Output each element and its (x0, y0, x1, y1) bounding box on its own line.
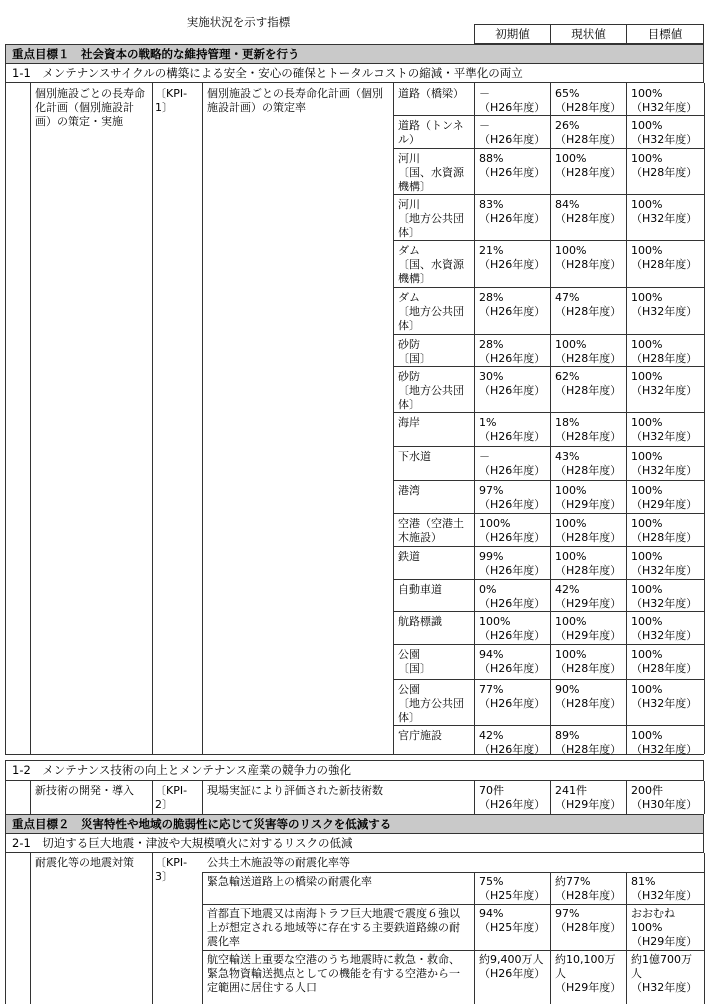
kpi1-row-name: 鉄道 (398, 550, 420, 563)
goal1-band: 重点目標１ 社会資本の戦略的な維持管理・更新を行う (5, 44, 704, 64)
kpi2-code: 〔KPI-2〕 (155, 784, 188, 811)
kpi1-row-name: 砂防 〔国〕 (398, 338, 431, 365)
kpi1-row-target: 100% （H32年度） (631, 615, 698, 642)
kpi1-row-target: 100% （H29年度） (631, 484, 698, 511)
kpi1-row-name: 公園 〔国〕 (398, 648, 431, 675)
kpi1-row-name: ダム 〔地方公共団体〕 (398, 291, 464, 332)
kpi3-row-name: 首都直下地震又は南海トラフ巨大地震で震度６強以上が想定される地域等に存在する主要鉄道路線の耐震化率 (207, 907, 460, 948)
kpi1-row-target: 100% （H28年度） (631, 517, 698, 544)
kpi1-row-target: 100% （H28年度） (631, 244, 698, 271)
header-current: 現状値 (550, 24, 627, 44)
kpi1-row-target: 100% （H28年度） (631, 152, 698, 179)
kpi2-text: 現場実証により評価された新技術数 (207, 784, 383, 797)
kpi1-row-name: 港湾 (398, 484, 420, 497)
kpi1-row-target: 100% （H32年度） (631, 291, 698, 318)
kpi3-row-current: 約77% （H28年度） (555, 875, 622, 902)
kpi1-row-current: 65% （H28年度） (555, 87, 622, 114)
kpi1-row-target: 100% （H28年度） (631, 338, 698, 365)
kpi3-row-name: 緊急輸送道路上の橋梁の耐震化率 (207, 875, 372, 888)
kpi1-row-name: ダム 〔国、水資源機構〕 (398, 244, 464, 285)
kpi1-row-current: 62% （H28年度） (555, 370, 622, 397)
kpi1-row-current: 90% （H28年度） (555, 683, 622, 710)
kpi1-row-name: 航路標識 (398, 615, 442, 628)
kpi1-row-current: 100% （H28年度） (555, 244, 622, 271)
kpi1-row-current: 100% （H29年度） (555, 615, 622, 642)
kpi1-row-name: 河川 〔国、水資源機構〕 (398, 152, 464, 193)
kpi1-row-name: 空港（空港土木施設） (398, 517, 464, 544)
kpi1-row-target: 100% （H32年度） (631, 87, 698, 114)
measure-kpi3: 耐震化等の地震対策 (35, 856, 134, 869)
section-1-1: 1-1 メンテナンスサイクルの構築による安全・安心の確保とトータルコストの縮減・平準化の両立 (5, 63, 704, 83)
kpi1-row-target: 100% （H32年度） (631, 550, 698, 577)
kpi3-row-current: 約10,100万人 （H29年度） (555, 953, 622, 994)
kpi1-row-initial: 30% （H26年度） (479, 370, 546, 397)
kpi1-row-initial: 0% （H26年度） (479, 583, 546, 610)
kpi2-current: 241件 （H29年度） (555, 784, 622, 811)
section-1-2: 1-2 メンテナンス技術の向上とメンテナンス産業の競争力の強化 (5, 760, 704, 781)
kpi1-row-current: 100% （H28年度） (555, 550, 622, 577)
kpi1-row-initial: 83% （H26年度） (479, 198, 546, 225)
kpi2-target: 200件 （H30年度） (631, 784, 698, 811)
kpi1-row-current: 100% （H28年度） (555, 338, 622, 365)
kpi1-row-initial: 42% （H26年度） (479, 729, 546, 756)
kpi3-row-name: 航空輸送上重要な空港のうち地震時に救急・救命、緊急物資輸送拠点としての機能を有する空港から一定範囲に居住する人口 (207, 953, 460, 994)
kpi1-row-initial: 100% （H26年度） (479, 615, 546, 642)
kpi1-row-current: 18% （H28年度） (555, 416, 622, 443)
kpi1-row-name: 公園 〔地方公共団体〕 (398, 683, 464, 724)
kpi1-text: 個別施設ごとの長寿命化計画（個別施設計画）の策定率 (207, 87, 383, 114)
kpi1-row-current: 43% （H28年度） (555, 450, 622, 477)
measure-kpi2: 新技術の開発・導入 (35, 784, 134, 797)
kpi3-row-initial: 94% （H25年度） (479, 907, 546, 934)
header-initial: 初期値 (474, 24, 551, 44)
kpi1-row-initial: 1% （H26年度） (479, 416, 546, 443)
kpi1-row-name: 下水道 (398, 450, 431, 463)
header-target: 目標値 (626, 24, 704, 44)
kpi1-row-name: 道路（トンネル） (398, 119, 464, 146)
kpi1-row-initial: 77% （H26年度） (479, 683, 546, 710)
kpi1-row-initial: 88% （H26年度） (479, 152, 546, 179)
kpi1-row-target: 100% （H32年度） (631, 119, 698, 146)
kpi1-row-target: 100% （H32年度） (631, 583, 698, 610)
kpi1-row-initial: 28% （H26年度） (479, 291, 546, 318)
kpi1-row-initial: 28% （H26年度） (479, 338, 546, 365)
kpi3-row-target: 約1億700万人 （H32年度） (631, 953, 698, 994)
kpi1-row-name: 砂防 〔地方公共団体〕 (398, 370, 464, 411)
kpi1-code: 〔KPI-1〕 (155, 87, 188, 114)
measure-kpi1: 個別施設ごとの長寿命化計画（個別施設計画）の策定・実施 (35, 87, 145, 128)
kpi1-row-current: 42% （H29年度） (555, 583, 622, 610)
kpi1-row-current: 47% （H28年度） (555, 291, 622, 318)
kpi1-row-target: 100% （H28年度） (631, 648, 698, 675)
kpi1-row-initial: － （H26年度） (479, 119, 546, 146)
section-2-1: 2-1 切迫する巨大地震・津波や大規模噴火に対するリスクの低減 (5, 833, 704, 853)
kpi1-row-target: 100% （H32年度） (631, 683, 698, 710)
kpi1-row-initial: 21% （H26年度） (479, 244, 546, 271)
kpi1-row-initial: 97% （H26年度） (479, 484, 546, 511)
kpi1-row-target: 100% （H32年度） (631, 729, 698, 756)
kpi3-text: 公共土木施設等の耐震化率等 (207, 856, 350, 869)
kpi1-row-initial: － （H26年度） (479, 87, 546, 114)
header-indicator: 実施状況を示す指標 (186, 15, 291, 29)
kpi1-row-current: 89% （H28年度） (555, 729, 622, 756)
kpi1-row-current: 100% （H28年度） (555, 152, 622, 179)
kpi1-row-current: 100% （H29年度） (555, 484, 622, 511)
kpi1-row-target: 100% （H32年度） (631, 416, 698, 443)
kpi1-row-initial: 99% （H26年度） (479, 550, 546, 577)
kpi1-row-name: 河川 〔地方公共団体〕 (398, 198, 464, 239)
kpi3-row-target: 81% （H32年度） (631, 875, 698, 902)
kpi1-row-target: 100% （H32年度） (631, 198, 698, 225)
kpi1-row-name: 官庁施設 (398, 729, 442, 742)
kpi3-row-initial: 75% （H25年度） (479, 875, 546, 902)
kpi1-row-name: 海岸 (398, 416, 420, 429)
kpi3-row-target: おおむね 100% （H29年度） (631, 907, 698, 948)
goal2-band: 重点目標２ 災害特性や地域の脆弱性に応じて災害等のリスクを低減する (5, 814, 704, 834)
kpi1-row-name: 道路（橋梁） (398, 87, 464, 100)
kpi1-row-current: 100% （H28年度） (555, 648, 622, 675)
kpi1-row-target: 100% （H32年度） (631, 370, 698, 397)
kpi3-row-current: 97% （H28年度） (555, 907, 622, 934)
kpi1-row-initial: － （H26年度） (479, 450, 546, 477)
kpi2-initial: 70件 （H26年度） (479, 784, 546, 811)
kpi3-row-initial: 約9,400万人 （H26年度） (479, 953, 546, 980)
kpi1-row-current: 100% （H28年度） (555, 517, 622, 544)
kpi1-row-initial: 94% （H26年度） (479, 648, 546, 675)
kpi3-code: 〔KPI-3〕 (155, 856, 188, 883)
kpi1-row-target: 100% （H32年度） (631, 450, 698, 477)
kpi1-row-initial: 100% （H26年度） (479, 517, 546, 544)
kpi1-row-name: 自動車道 (398, 583, 442, 596)
kpi1-row-current: 84% （H28年度） (555, 198, 622, 225)
kpi1-row-current: 26% （H28年度） (555, 119, 622, 146)
